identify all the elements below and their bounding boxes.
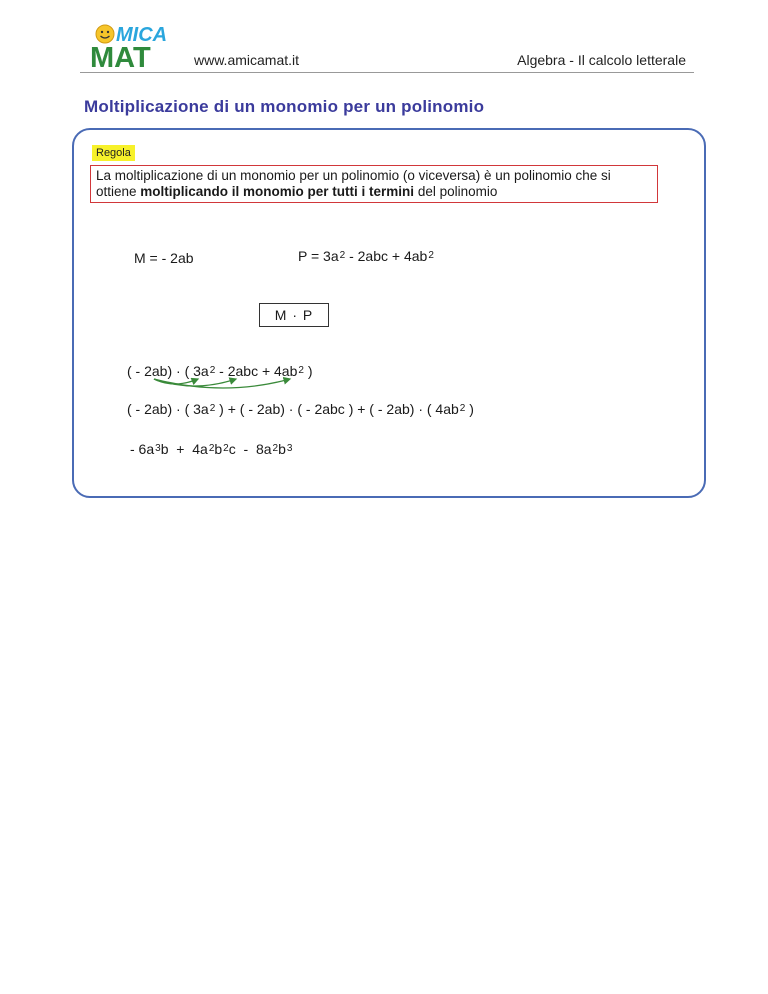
smiley-icon	[96, 25, 114, 43]
header-divider	[80, 72, 694, 73]
subject-label: Algebra - Il calcolo letterale	[517, 52, 686, 68]
expression-line-1: ( - 2ab) · ( $3a^2 - 2abc + 4ab^2$ )	[127, 363, 313, 379]
rule-box	[90, 165, 658, 203]
polynomial-definition: $P = 3a^2 - 2abc + 4ab^2$	[298, 248, 434, 264]
result-expression: - $6a^3b + 4a^2b^2c - 8a^2b^3$	[130, 441, 293, 457]
rule-tag: Regola	[92, 145, 135, 161]
logo-top-text: MICA	[116, 24, 168, 46]
rule-text-bold: moltiplicando il monomio per tutti i termini	[140, 184, 415, 199]
page-title: Moltiplicazione di un monomio per un polinomio	[84, 97, 485, 116]
monomial-definition: M = - 2ab	[134, 250, 194, 266]
expression-line-2: ( - 2ab) · ( $3a^2$ ) + ( - 2ab) · ( - 2abc ) + ( - 2ab) · ( $4ab^2$ )	[127, 401, 474, 417]
product-label-box: M · P	[259, 303, 329, 327]
site-url-link[interactable]: www.amicamat.it	[194, 52, 300, 68]
rule-text-start: La moltiplicazione di un monomio per un polinomio (o viceversa) è un polinomio che si ottiene	[96, 168, 611, 199]
logo-bottom-text: MAT	[90, 42, 151, 70]
rule-text-end: del polinomio	[414, 184, 498, 199]
distribution-arrows	[140, 365, 310, 395]
amicamat-logo	[86, 20, 186, 70]
